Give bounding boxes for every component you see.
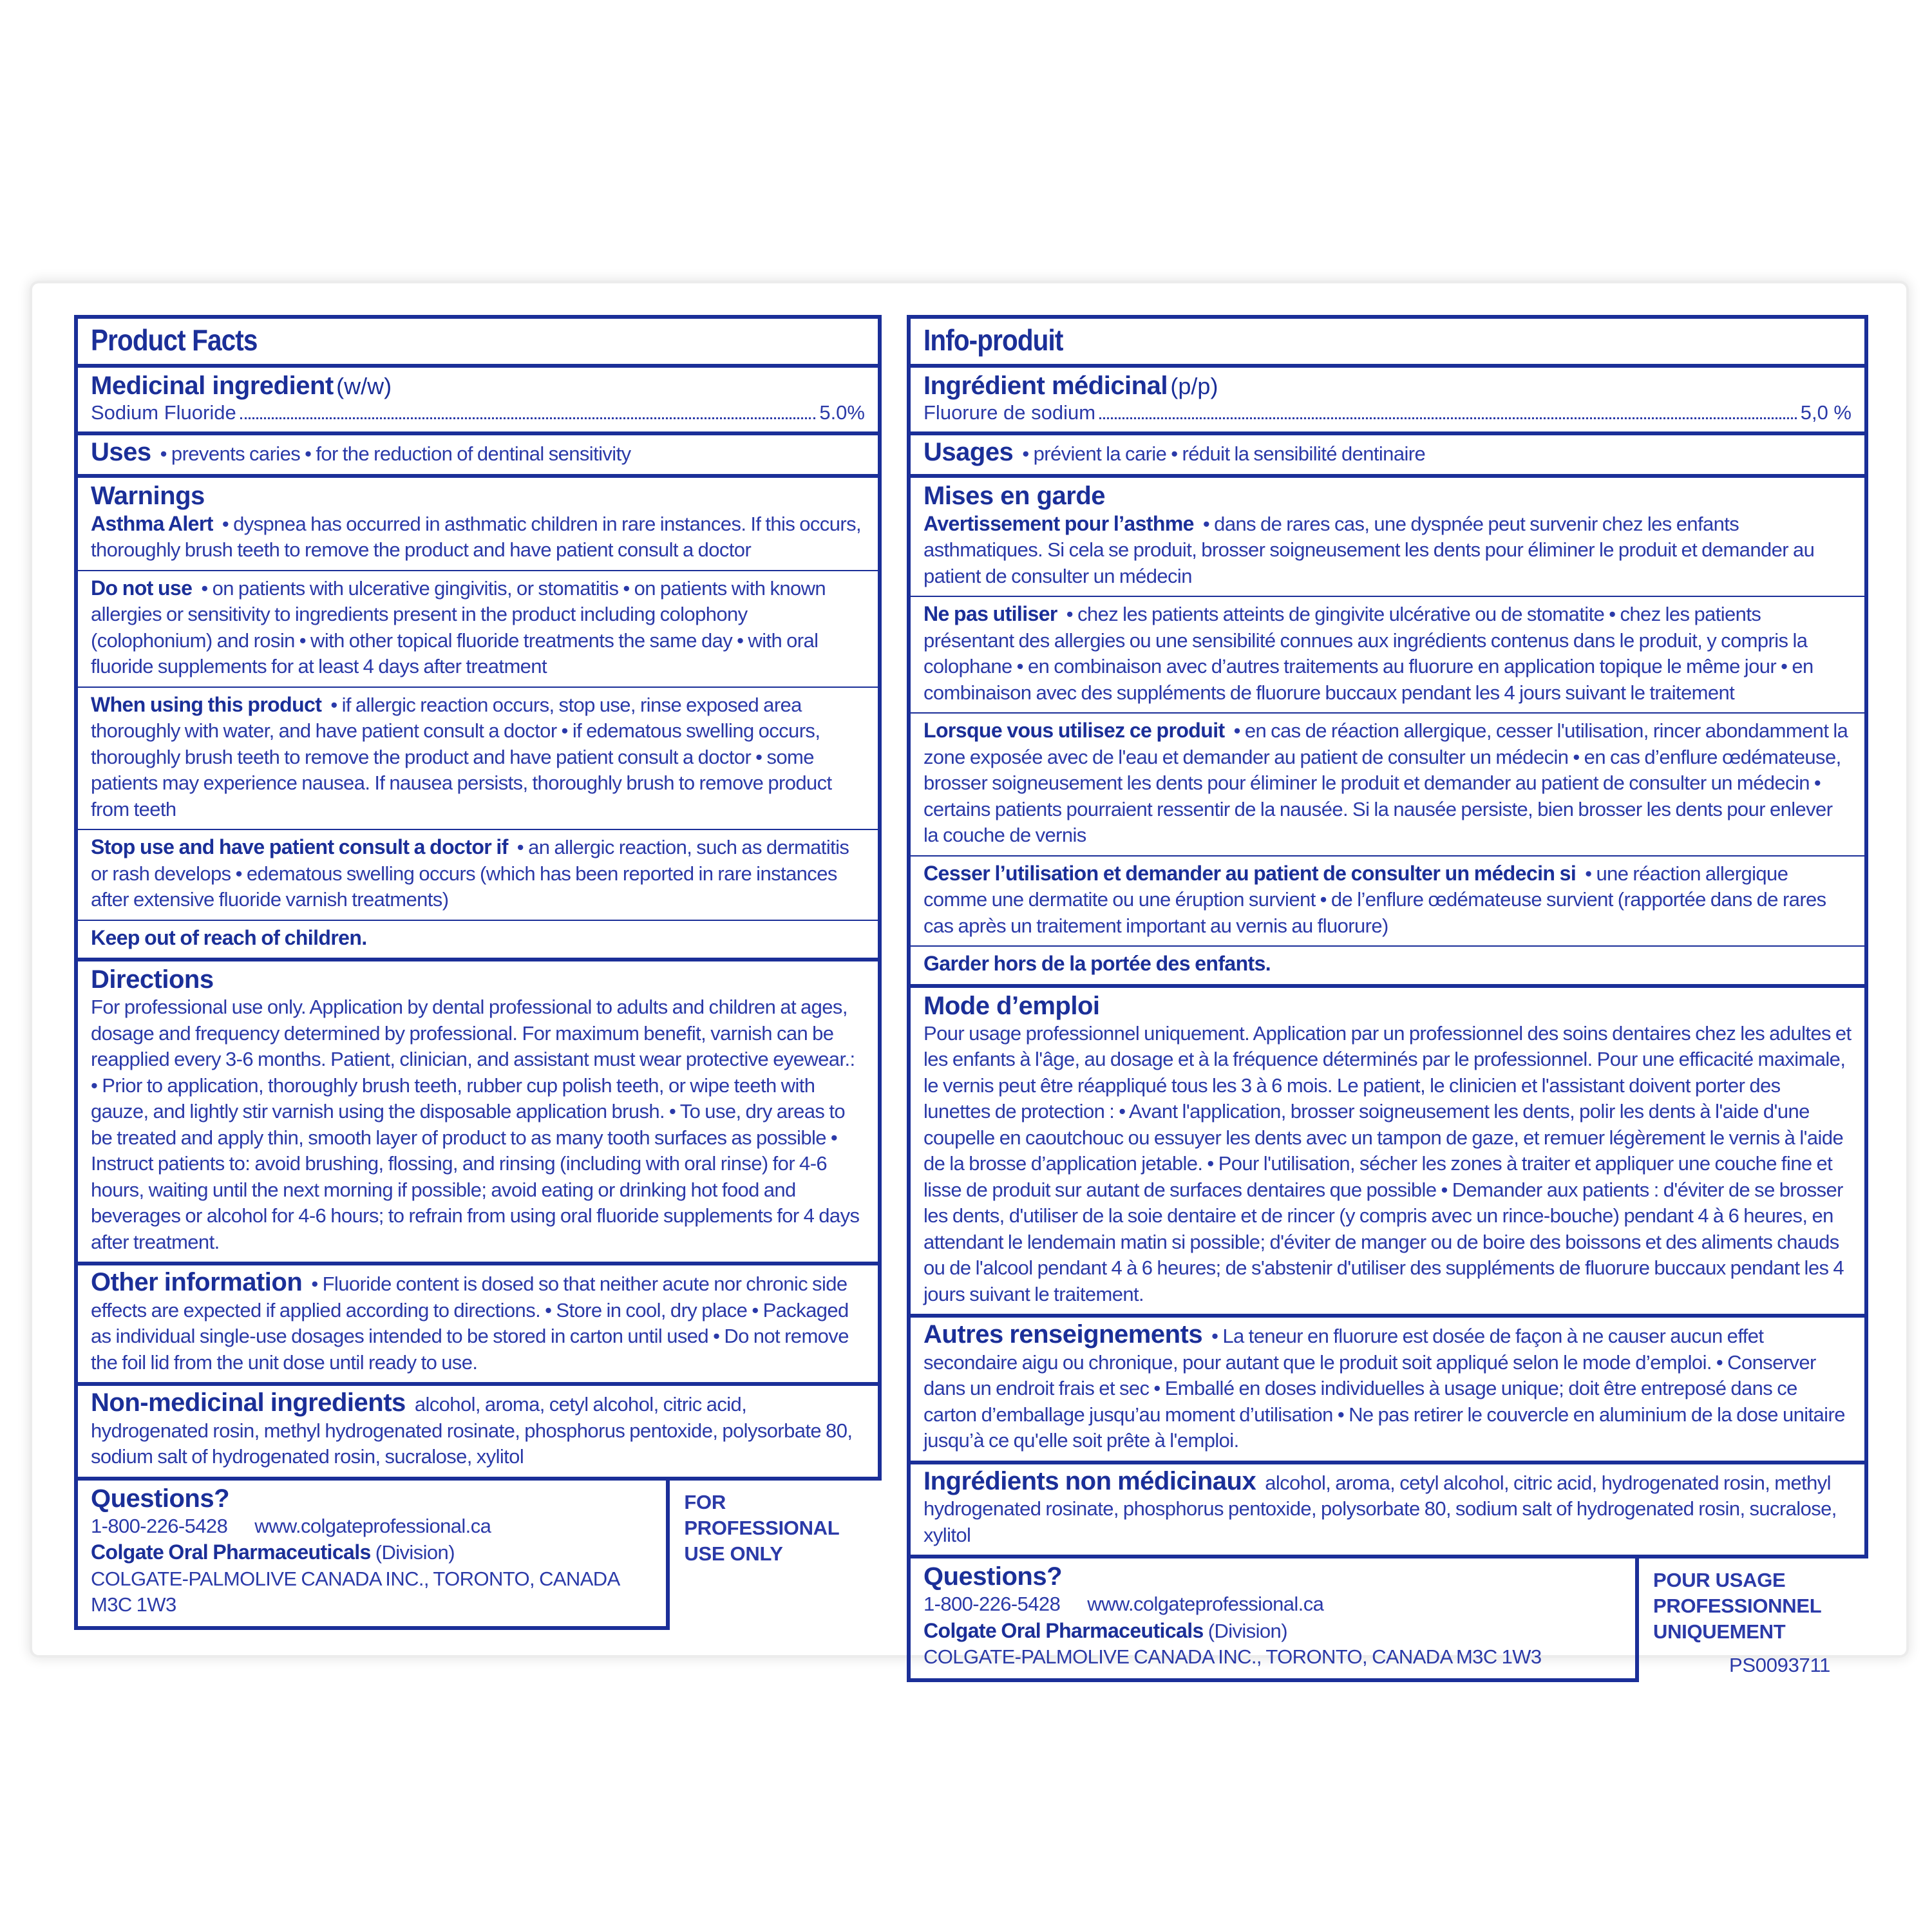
uses-section — [78, 435, 878, 478]
professional-line-3-fr: UNIQUEMENT — [1653, 1620, 1786, 1643]
keep-out-text: Keep out of reach of children. — [91, 925, 367, 949]
stop-use-subsection-fr — [911, 857, 1864, 947]
stop-use-label: Stop use and have patient consult a doctor if — [91, 835, 508, 858]
stop-use-subsection — [78, 830, 878, 921]
when-using-subsection-fr — [911, 714, 1864, 857]
phone-number-fr: 1-800-226-5428 — [923, 1593, 1061, 1615]
dot-leader-fr — [1099, 417, 1797, 419]
directions-section — [78, 961, 878, 1265]
title-section-fr — [911, 319, 1864, 368]
product-code: PS0093711 — [1729, 1654, 1831, 1676]
stop-use-text: • an allergic reaction, such as dermatitis or rash develops • edematous swelling occurs (which has been reported in rare instances after extensive fluoride varnish treatments) — [91, 836, 849, 911]
medicinal-unit-fr: (p/p) — [1170, 373, 1218, 399]
stop-use-text-fr: • une réaction allergique comme une dermatite ou une éruption survient • de l’enflure œdémateuse survient (rapportée dans de rares cas après un traitement important au vernis au fluorure) — [923, 862, 1826, 937]
uses-text-fr: • prévient la carie • réduit la sensibilité dentinaire — [1022, 442, 1426, 465]
medicinal-heading-fr: Ingrédient médicinal — [923, 372, 1168, 400]
asthma-subsection-fr — [911, 478, 1864, 598]
other-information-heading-fr: Autres renseignements — [923, 1320, 1203, 1349]
do-not-use-label-fr: Ne pas utiliser — [923, 602, 1057, 625]
questions-box — [74, 1481, 670, 1630]
professional-line-1-fr: POUR USAGE — [1653, 1569, 1786, 1591]
other-information-heading: Other information — [91, 1268, 303, 1296]
division-label: (Division) — [375, 1541, 455, 1564]
dot-leader — [240, 417, 816, 419]
medicinal-unit: (w/w) — [336, 373, 392, 399]
warnings-heading-fr: Mises en garde — [923, 481, 1106, 510]
ingredient-name-fr: Fluorure de sodium — [923, 401, 1096, 424]
professional-use-label — [670, 1481, 882, 1630]
company-address: COLGATE-PALMOLIVE CANADA INC., TORONTO, CANADA M3C 1W3 — [91, 1567, 619, 1616]
do-not-use-label: Do not use — [91, 576, 193, 600]
professional-line-1: FOR PROFESSIONAL — [684, 1490, 840, 1539]
asthma-label: Asthma Alert — [91, 511, 213, 535]
warnings-heading: Warnings — [91, 481, 205, 510]
other-information-section-fr — [911, 1318, 1864, 1464]
ingredient-name: Sodium Fluoride — [91, 401, 236, 424]
company-name: Colgate Oral Pharmaceuticals — [91, 1540, 371, 1564]
page-title-fr: Info-produit — [923, 323, 1063, 357]
keep-out-text-fr: Garder hors de la portée des enfants. — [923, 952, 1271, 975]
do-not-use-subsection-fr — [911, 597, 1864, 714]
ingredient-amount: 5.0% — [819, 401, 865, 424]
when-using-text-fr: • en cas de réaction allergique, cesser l'utilisation, rincer abondamment la zone exposée avec de l'eau et demander au patient de consulter un médecin • en cas d’enflure œdémateuse, brosser soigneusement les dents pour éliminer le produit et demander au patient de consulter un médecin • certains patients pourraient ressentir de la nausée. Si la nausée persiste, bien brosser les dents pour enlever la couche de vernis — [923, 719, 1848, 846]
ingredient-amount-fr: 5,0 % — [1800, 401, 1852, 424]
company-address-fr: COLGATE-PALMOLIVE CANADA INC., TORONTO, CANADA M3C 1W3 — [923, 1645, 1542, 1668]
warnings-section — [78, 478, 878, 962]
medicinal-heading: Medicinal ingredient — [91, 372, 334, 400]
uses-heading-fr: Usages — [923, 438, 1014, 466]
product-facts-box — [74, 315, 882, 1481]
questions-heading-fr: Questions? — [923, 1562, 1063, 1591]
questions-row-fr — [907, 1558, 1868, 1682]
professional-use-label-fr — [1639, 1558, 1830, 1682]
non-medicinal-section — [78, 1386, 878, 1477]
medicinal-section — [78, 368, 878, 435]
uses-text: • prevents caries • for the reduction of dentinal sensitivity — [160, 442, 631, 465]
french-column — [907, 315, 1868, 1682]
do-not-use-text-fr: • chez les patients atteints de gingivite ulcérative ou de stomatite • chez les patients présentant des allergies ou une sensibilité connues aux ingrédients contenus dans le produit, y compris la colophane • en combinaison avec d’autres traitements au fluorure en application topique le même jour • en combinaison avec des suppléments de fluorure buccaux pendant les 4 jours suivant le traitement — [923, 603, 1814, 704]
asthma-subsection — [78, 478, 878, 571]
uses-heading: Uses — [91, 438, 151, 466]
non-medicinal-section-fr — [911, 1464, 1864, 1555]
directions-section-fr — [911, 988, 1864, 1318]
uses-section-fr — [911, 435, 1864, 478]
website-fr: www.colgateprofessional.ca — [1087, 1593, 1324, 1615]
phone-number: 1-800-226-5428 — [91, 1514, 228, 1537]
directions-heading-fr: Mode d’emploi — [923, 991, 1100, 1020]
title-section — [78, 319, 878, 368]
when-using-subsection — [78, 688, 878, 831]
other-information-text-fr: • La teneur en fluorure est dosée de façon à ne causer aucun effet secondaire aigu ou chronique, pour autant que le produit soit appliqué selon le mode d’emploi. • Conserver dans un endroit frais et sec • Emballé en doses individuelles à usage unique; doit être entreposé dans ce carton d’emballage jusqu’au moment d’utilisation • Ne pas retirer le couvercle en aluminium de la dose unitaire jusqu’à ce qu'elle soit prête à l'emploi. — [923, 1325, 1845, 1452]
asthma-label-fr: Avertissement pour l’asthme — [923, 511, 1194, 535]
non-medicinal-text-fr: alcohol, aroma, cetyl alcohol, citric acid, hydrogenated rosin, methyl hydrogenated rosinate, phosphorus pentoxide, polysorbate 80, sodium salt of hydrogenated rosin, sucralose, xylitol — [923, 1471, 1837, 1546]
when-using-label: When using this product — [91, 692, 322, 716]
non-medicinal-heading-fr: Ingrédients non médicinaux — [923, 1466, 1256, 1495]
professional-line-2-fr: PROFESSIONNEL — [1653, 1595, 1822, 1617]
directions-text-fr: Pour usage professionnel uniquement. Application par un professionnel des soins dentaires chez les adultes et les enfants à l'âge, au dosage et à la fréquence déterminés par le professionnel. Pour une efficacité maximale, le vernis peut être réappliqué tous les 3 à 6 mois. Le patient, le clinicien et l'assistant doivent porter des lunettes de protection : • Avant l'application, brosser soigneusement les dents, polir les dents à l'aide d'une coupelle en caoutchouc ou essuyer les dents avec un tampon de gaze, et remuer légèrement le vernis à l'aide de la brosse d’application jetable. • Pour l'utilisation, sécher les zones à traiter et appliquer une couche fine et lisse de produit sur autant de surfaces dentaires que possible • Demander aux patients : d'éviter de se brosser les dents, d'utiliser de la soie dentaire et de rincer (y compris avec un rince-bouche) pendant 4 à 6 heures, en attendant le lendemain matin si possible; d'éviter de manger ou de boire des boissons et des aliments chauds ou de l'alcool pendant 4 à 6 heures; de s'abstenir d'utiliser des suppléments de fluorure buccaux pendant les 4 jours suivant le traitement. — [923, 1021, 1852, 1305]
ingredient-line-fr — [923, 401, 1852, 425]
non-medicinal-heading: Non-medicinal ingredients — [91, 1388, 406, 1417]
stop-use-label-fr: Cesser l’utilisation et demander au patient de consulter un médecin si — [923, 861, 1577, 885]
asthma-text: • dyspnea has occurred in asthmatic children in rare instances. If this occurs, thoroughly brush teeth to remove the product and have patient consult a doctor — [91, 512, 861, 561]
page-title: Product Facts — [91, 323, 258, 357]
warnings-section-fr — [911, 478, 1864, 988]
website: www.colgateprofessional.ca — [254, 1514, 491, 1537]
other-information-section — [78, 1265, 878, 1386]
professional-line-2: USE ONLY — [684, 1542, 783, 1565]
asthma-text-fr: • dans de rares cas, une dyspnée peut survenir chez les enfants asthmatiques. Si cela se produit, brosser soigneusement les dents pour éliminer le produit et demander au patient de consulter un médecin — [923, 512, 1815, 587]
division-label-fr: (Division) — [1208, 1619, 1287, 1642]
directions-text: For professional use only. Application by dental professional to adults and children at ages, dosage and frequency determined by professional. For maximum benefit, varnish can be reapplied every 3-6 months. Patient, clinician, and assistant must wear protective eyewear.: • Prior to application, thoroughly brush teeth, rubber cup polish teeth, or wipe teeth with gauze, and lightly stir varnish using the disposable application brush. • To use, dry areas to be treated and apply thin, smooth layer of product to as many tooth surfaces as possible • Instruct patients to: avoid brushing, flossing, and rinsing (including with oral rinse) for 4-6 hours, waiting until the next morning if possible; avoid eating or drinking hot food and beverages or alcohol for 4-6 hours; to refrain from using oral fluoride supplements for 4 days after treatment. — [91, 996, 860, 1253]
medicinal-section-fr — [911, 368, 1864, 435]
non-medicinal-text: alcohol, aroma, cetyl alcohol, citric acid, hydrogenated rosin, methyl hydrogenated rosinate, phosphorus pentoxide, polysorbate 80, sodium salt of hydrogenated rosin, sucralose, xylitol — [91, 1393, 853, 1468]
directions-heading: Directions — [91, 965, 214, 994]
do-not-use-text: • on patients with ulcerative gingivitis, or stomatitis • on patients with known allergies or sensitivity to ingredients present in the product including colophony (colophonium) and rosin • with other topical fluoride treatments the same day • with oral fluoride supplements for at least 4 days after treatment — [91, 576, 826, 677]
keep-out-subsection-fr — [911, 947, 1864, 984]
english-column — [74, 315, 882, 1630]
when-using-label-fr: Lorsque vous utilisez ce produit — [923, 719, 1225, 742]
when-using-text: • if allergic reaction occurs, stop use, rinse exposed area thoroughly with water, and have patient consult a doctor • if edematous swelling occurs, thoroughly brush teeth to remove the product and have patient consult a doctor • some patients may experience nausea. If nausea persists, thoroughly brush to remove product from teeth — [91, 693, 832, 820]
questions-box-fr — [907, 1558, 1639, 1682]
info-produit-box — [907, 315, 1868, 1558]
questions-heading: Questions? — [91, 1484, 230, 1513]
company-name-fr: Colgate Oral Pharmaceuticals — [923, 1618, 1204, 1642]
do-not-use-subsection — [78, 571, 878, 688]
ingredient-line — [91, 401, 865, 425]
questions-row — [74, 1481, 882, 1630]
keep-out-subsection — [78, 921, 878, 958]
other-information-text: • Fluoride content is dosed so that neither acute nor chronic side effects are expected if applied according to directions. • Store in cool, dry place • Packaged as individual single-use dosages intended to be stored in carton until used • Do not remove the foil lid from the unit dose until ready to use. — [91, 1273, 849, 1374]
